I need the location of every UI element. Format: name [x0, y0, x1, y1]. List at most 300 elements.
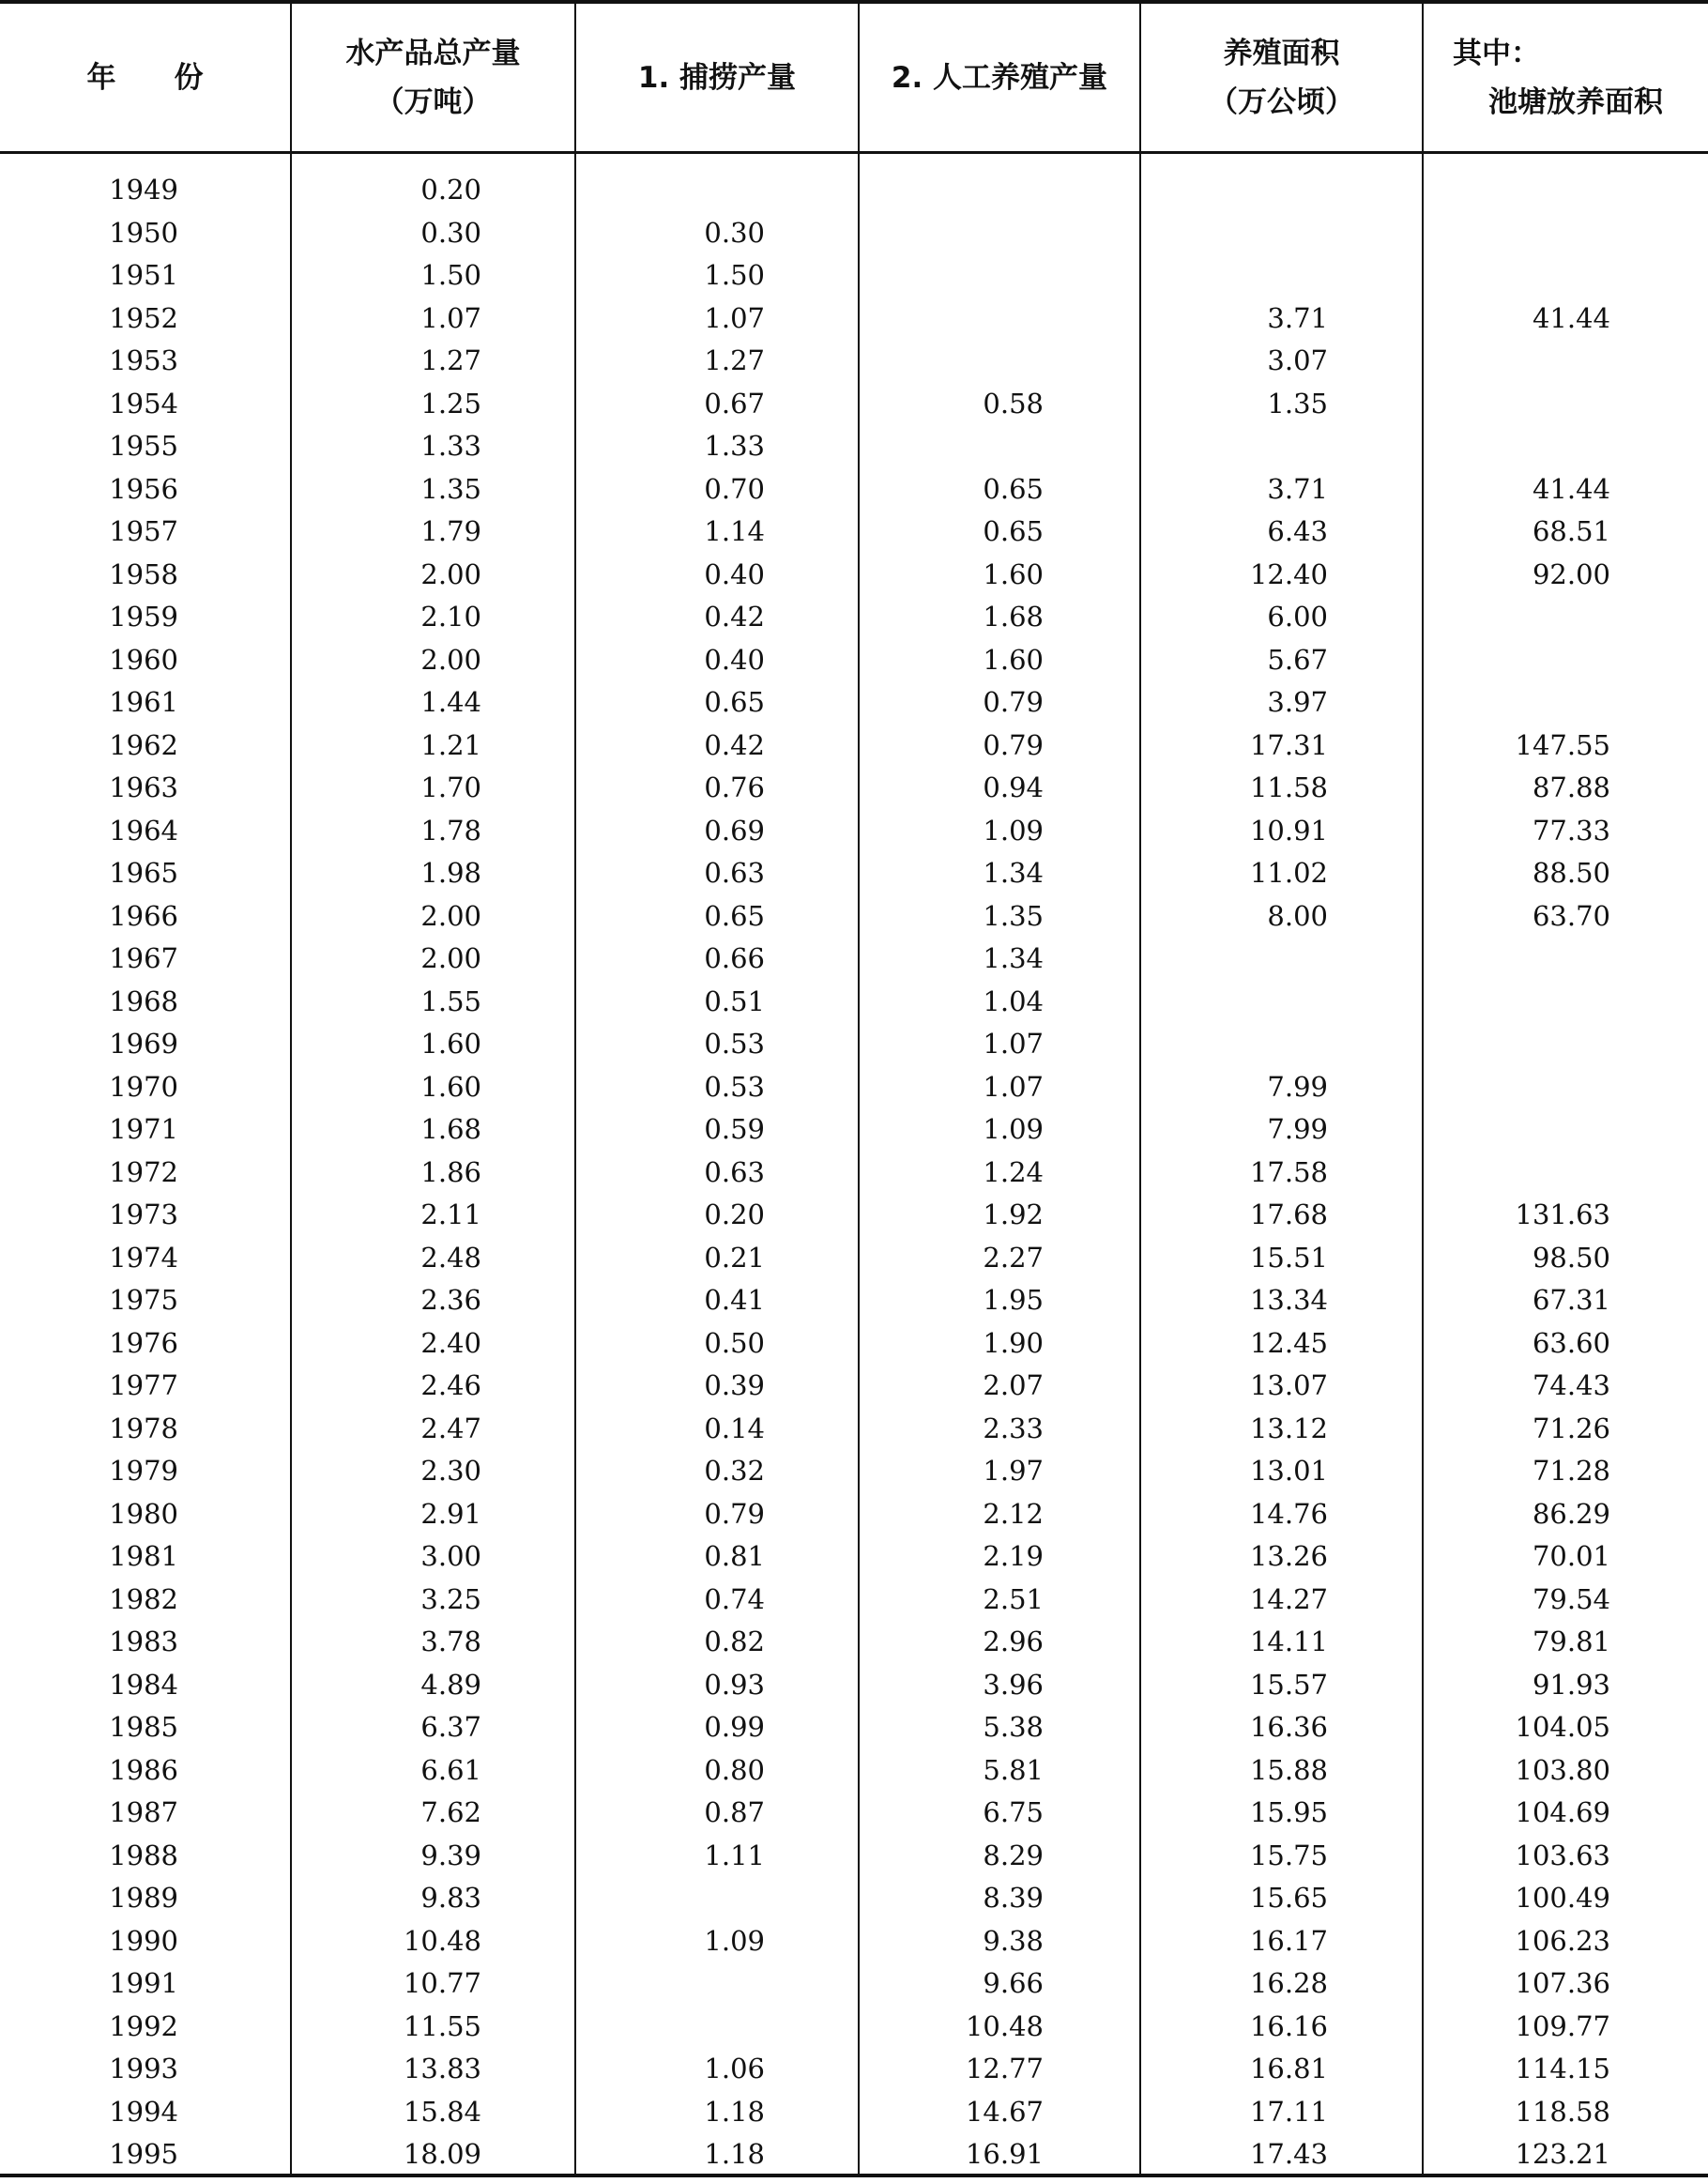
cell-farm-output: 6.75 [983, 1796, 1044, 1828]
header-area-unit: （万公顷） [1209, 85, 1354, 119]
cell-year: 1961 [109, 686, 178, 718]
cell-farm-area: 1.35 [1267, 387, 1328, 420]
cell-year: 1978 [109, 1412, 178, 1444]
cell-catch-output: 0.93 [704, 1668, 765, 1701]
cell-total-output: 1.98 [420, 857, 481, 889]
header-pond-prefix: 其中： [1453, 37, 1540, 70]
table-row [0, 1792, 1708, 1835]
cell-farm-area: 10.91 [1249, 814, 1328, 847]
cell-year: 1981 [109, 1540, 178, 1572]
cell-catch-output: 0.50 [704, 1326, 765, 1359]
cell-total-output: 13.83 [403, 2053, 481, 2084]
cell-total-output: 7.62 [420, 1796, 481, 1828]
cell-catch-output: 0.42 [704, 728, 765, 761]
cell-pond-area: 98.50 [1532, 1241, 1610, 1274]
cell-total-output: 2.00 [420, 899, 481, 932]
cell-farm-area: 13.26 [1249, 1540, 1328, 1572]
cell-total-output: 2.30 [420, 1455, 481, 1487]
cell-farm-area: 15.51 [1249, 1241, 1328, 1274]
cell-total-output: 1.70 [420, 771, 481, 803]
cell-year: 1968 [109, 985, 178, 1017]
cell-farm-output: 8.29 [983, 1839, 1044, 1871]
cell-year: 1964 [109, 814, 178, 847]
cell-farm-area: 13.01 [1249, 1455, 1328, 1487]
table-row [0, 2006, 1708, 2049]
header-pond-label: 池塘放养面积 [1488, 85, 1663, 119]
cell-farm-output: 1.07 [983, 1070, 1044, 1103]
cell-year: 1952 [109, 301, 178, 334]
cell-farm-output: 0.65 [983, 515, 1044, 547]
cell-year: 1960 [109, 643, 178, 676]
cell-farm-area: 3.07 [1267, 344, 1328, 376]
table-row [0, 1835, 1708, 1878]
cell-pond-area: 79.54 [1532, 1582, 1610, 1615]
table-row [0, 1579, 1708, 1622]
cell-farm-output: 2.33 [983, 1412, 1044, 1444]
cell-year: 1994 [109, 2095, 178, 2128]
cell-farm-area: 16.28 [1249, 1967, 1328, 1999]
cell-year: 1965 [109, 857, 178, 889]
cell-pond-area: 63.60 [1532, 1326, 1610, 1359]
cell-catch-output: 1.09 [704, 1924, 765, 1957]
cell-catch-output: 0.81 [704, 1540, 765, 1572]
cell-catch-output: 1.14 [704, 515, 765, 547]
table-row [0, 1749, 1708, 1793]
cell-pond-area: 79.81 [1532, 1626, 1610, 1657]
cell-farm-output: 1.34 [983, 857, 1044, 889]
cell-farm-output: 0.94 [983, 771, 1044, 803]
cell-catch-output: 0.99 [704, 1711, 765, 1743]
cell-total-output: 1.25 [420, 387, 481, 420]
cell-total-output: 1.60 [420, 1028, 481, 1060]
cell-catch-output: 0.76 [704, 771, 765, 803]
cell-total-output: 1.78 [420, 814, 481, 847]
cell-farm-area: 16.17 [1249, 1924, 1328, 1957]
header-farm-area [1141, 26, 1422, 130]
cell-catch-output: 0.63 [704, 857, 765, 889]
cell-catch-output: 1.33 [704, 430, 765, 462]
cell-total-output: 0.20 [420, 174, 481, 206]
cell-farm-area: 11.58 [1249, 771, 1328, 803]
cell-year: 1972 [109, 1155, 178, 1188]
top-rule [0, 0, 1708, 4]
cell-year: 1984 [109, 1668, 178, 1701]
table-row [0, 212, 1708, 255]
cell-total-output: 2.48 [420, 1241, 481, 1274]
cell-farm-area: 3.71 [1267, 472, 1328, 505]
cell-total-output: 6.61 [420, 1753, 481, 1786]
cell-year: 1963 [109, 771, 178, 803]
cell-farm-area: 8.00 [1267, 899, 1328, 932]
table-row [0, 511, 1708, 554]
cell-pond-area: 67.31 [1532, 1284, 1610, 1316]
table-row [0, 1877, 1708, 1920]
cell-year: 1949 [109, 174, 178, 206]
cell-year: 1993 [109, 2053, 178, 2084]
cell-farm-area: 17.43 [1249, 2138, 1328, 2170]
cell-pond-area: 41.44 [1532, 301, 1610, 334]
table-row [0, 2048, 1708, 2091]
cell-farm-output: 1.97 [983, 1455, 1044, 1487]
cell-total-output: 3.25 [420, 1582, 481, 1615]
cell-farm-output: 0.79 [983, 686, 1044, 718]
header-farm-label: 2. 人工养殖产量 [891, 61, 1108, 95]
table-row [0, 895, 1708, 939]
cell-farm-area: 17.68 [1249, 1198, 1328, 1230]
cell-pond-area: 147.55 [1515, 728, 1610, 761]
table-row [0, 1066, 1708, 1109]
cell-catch-output: 1.18 [704, 2095, 765, 2128]
cell-farm-output: 1.04 [983, 985, 1044, 1017]
cell-farm-area: 13.12 [1249, 1412, 1328, 1444]
cell-farm-output: 1.07 [983, 1028, 1044, 1060]
table-row [0, 1365, 1708, 1408]
cell-catch-output: 1.18 [704, 2138, 765, 2170]
table-row [0, 468, 1708, 511]
cell-catch-output: 0.30 [704, 216, 765, 249]
cell-year: 1966 [109, 899, 178, 932]
cell-year: 1980 [109, 1497, 178, 1530]
cell-farm-area: 6.00 [1267, 601, 1328, 633]
cell-catch-output: 0.69 [704, 814, 765, 847]
cell-pond-area: 118.58 [1515, 2095, 1610, 2128]
cell-farm-area: 7.99 [1267, 1070, 1328, 1103]
cell-year: 1970 [109, 1070, 178, 1103]
cell-pond-area: 70.01 [1532, 1540, 1610, 1572]
cell-year: 1990 [109, 1924, 178, 1957]
cell-farm-output: 2.07 [983, 1369, 1044, 1401]
table-row [0, 681, 1708, 725]
cell-pond-area: 87.88 [1532, 771, 1610, 803]
cell-total-output: 9.39 [420, 1839, 481, 1871]
cell-farm-output: 1.60 [983, 643, 1044, 676]
cell-catch-output: 0.20 [704, 1198, 765, 1230]
cell-total-output: 11.55 [403, 2009, 481, 2042]
cell-farm-output: 5.38 [983, 1711, 1044, 1743]
cell-farm-area: 17.11 [1249, 2095, 1328, 2128]
header-catch-output [576, 26, 858, 130]
table-row [0, 1664, 1708, 1707]
cell-farm-area: 15.95 [1249, 1796, 1328, 1828]
header-total-label: 水产品总产量 [345, 37, 521, 70]
cell-farm-area: 13.07 [1249, 1369, 1328, 1401]
cell-pond-area: 107.36 [1515, 1967, 1610, 1999]
table-row [0, 1535, 1708, 1579]
cell-farm-output: 1.90 [983, 1326, 1044, 1359]
cell-year: 1959 [109, 601, 178, 633]
cell-year: 1989 [109, 1882, 178, 1914]
cell-catch-output: 1.50 [704, 259, 765, 291]
cell-catch-output: 0.40 [704, 643, 765, 676]
cell-farm-area: 12.45 [1249, 1326, 1328, 1359]
cell-farm-output: 1.60 [983, 557, 1044, 590]
cell-total-output: 2.00 [420, 643, 481, 676]
cell-catch-output: 1.27 [704, 344, 765, 376]
cell-farm-area: 5.67 [1267, 643, 1328, 676]
cell-farm-output: 12.77 [965, 2053, 1044, 2084]
cell-farm-output: 1.34 [983, 942, 1044, 974]
cell-farm-output: 3.96 [983, 1668, 1044, 1701]
table-row [0, 1621, 1708, 1664]
cell-total-output: 4.89 [420, 1668, 481, 1701]
cell-farm-output: 1.09 [983, 814, 1044, 847]
cell-pond-area: 92.00 [1532, 557, 1610, 590]
cell-farm-output: 2.51 [983, 1582, 1044, 1615]
table-row [0, 425, 1708, 468]
cell-year: 1962 [109, 728, 178, 761]
header-year-label: 年 份 [86, 61, 204, 95]
cell-year: 1955 [109, 430, 178, 462]
table-row [0, 1237, 1708, 1280]
table-row [0, 981, 1708, 1024]
cell-farm-output: 1.09 [983, 1113, 1044, 1145]
table-row [0, 725, 1708, 768]
cell-year: 1954 [109, 387, 178, 420]
cell-pond-area: 41.44 [1532, 472, 1610, 505]
cell-year: 1958 [109, 557, 178, 590]
cell-farm-output: 2.96 [983, 1626, 1044, 1657]
cell-catch-output: 0.63 [704, 1155, 765, 1188]
cell-pond-area: 63.70 [1532, 899, 1610, 932]
cell-year: 1995 [109, 2138, 178, 2170]
cell-total-output: 0.30 [420, 216, 481, 249]
cell-farm-output: 16.91 [965, 2138, 1044, 2170]
cell-pond-area: 71.28 [1532, 1455, 1610, 1487]
cell-total-output: 2.11 [420, 1198, 481, 1230]
cell-year: 1953 [109, 344, 178, 376]
cell-pond-area: 106.23 [1515, 1924, 1610, 1957]
cell-year: 1991 [109, 1967, 178, 1999]
cell-year: 1983 [109, 1626, 178, 1657]
table-row [0, 938, 1708, 981]
cell-total-output: 1.50 [420, 259, 481, 291]
cell-total-output: 1.68 [420, 1113, 481, 1145]
cell-year: 1985 [109, 1711, 178, 1743]
cell-pond-area: 123.21 [1515, 2138, 1610, 2170]
cell-total-output: 18.09 [403, 2138, 481, 2170]
table-row [0, 1023, 1708, 1066]
cell-year: 1969 [109, 1028, 178, 1060]
header-farm-output [860, 26, 1139, 130]
cell-catch-output: 0.80 [704, 1753, 765, 1786]
cell-farm-output: 1.95 [983, 1284, 1044, 1316]
cell-farm-area: 14.76 [1249, 1497, 1328, 1530]
table-row [0, 2091, 1708, 2134]
table-row [0, 1706, 1708, 1749]
cell-catch-output: 1.06 [704, 2053, 765, 2084]
table-row [0, 1408, 1708, 1451]
cell-catch-output: 0.65 [704, 899, 765, 932]
cell-pond-area: 71.26 [1532, 1412, 1610, 1444]
cell-catch-output: 1.07 [704, 301, 765, 334]
cell-year: 1973 [109, 1198, 178, 1230]
cell-farm-area: 14.27 [1249, 1582, 1328, 1615]
cell-farm-area: 16.81 [1249, 2053, 1328, 2084]
cell-total-output: 1.35 [420, 472, 481, 505]
header-total-unit: （万吨） [374, 85, 492, 119]
cell-total-output: 1.55 [420, 985, 481, 1017]
cell-farm-area: 13.34 [1249, 1284, 1328, 1316]
table-row [0, 298, 1708, 341]
cell-year: 1988 [109, 1839, 178, 1871]
cell-total-output: 1.86 [420, 1155, 481, 1188]
cell-pond-area: 131.63 [1515, 1198, 1610, 1230]
cell-year: 1982 [109, 1582, 178, 1615]
cell-farm-area: 11.02 [1249, 857, 1328, 889]
cell-farm-output: 1.68 [983, 601, 1044, 633]
header-pond-area [1453, 26, 1708, 130]
cell-pond-area: 74.43 [1532, 1369, 1610, 1401]
cell-catch-output: 0.41 [704, 1284, 765, 1316]
table-row [0, 1962, 1708, 2006]
cell-farm-output: 2.12 [983, 1497, 1044, 1530]
cell-total-output: 1.07 [420, 301, 481, 334]
cell-pond-area: 91.93 [1532, 1668, 1610, 1701]
cell-total-output: 2.46 [420, 1369, 481, 1401]
cell-farm-area: 15.75 [1249, 1839, 1328, 1871]
cell-catch-output: 0.21 [704, 1241, 765, 1274]
cell-catch-output: 0.87 [704, 1796, 765, 1828]
table-body [0, 169, 1708, 2176]
table-row [0, 1194, 1708, 1237]
cell-total-output: 2.91 [420, 1497, 481, 1530]
cell-pond-area: 103.63 [1515, 1839, 1610, 1871]
table-row [0, 1450, 1708, 1493]
cell-total-output: 1.44 [420, 686, 481, 718]
cell-total-output: 1.60 [420, 1070, 481, 1103]
cell-total-output: 2.10 [420, 601, 481, 633]
cell-farm-area: 14.11 [1249, 1626, 1328, 1657]
cell-year: 1979 [109, 1455, 178, 1487]
header-rule [0, 151, 1708, 154]
cell-farm-area: 15.88 [1249, 1753, 1328, 1786]
cell-farm-output: 2.27 [983, 1241, 1044, 1274]
cell-pond-area: 103.80 [1515, 1753, 1610, 1786]
cell-year: 1950 [109, 216, 178, 249]
cell-catch-output: 0.32 [704, 1455, 765, 1487]
cell-total-output: 1.21 [420, 728, 481, 761]
cell-year: 1974 [109, 1241, 178, 1274]
cell-pond-area: 114.15 [1515, 2053, 1610, 2084]
cell-farm-output: 1.35 [983, 899, 1044, 932]
table-row [0, 810, 1708, 853]
cell-catch-output: 0.53 [704, 1028, 765, 1060]
cell-total-output: 2.40 [420, 1326, 481, 1359]
cell-year: 1956 [109, 472, 178, 505]
cell-pond-area: 104.69 [1515, 1796, 1610, 1828]
cell-catch-output: 0.66 [704, 942, 765, 974]
cell-catch-output: 0.53 [704, 1070, 765, 1103]
cell-total-output: 2.00 [420, 942, 481, 974]
cell-pond-area: 68.51 [1532, 515, 1610, 547]
cell-year: 1975 [109, 1284, 178, 1316]
cell-catch-output: 0.67 [704, 387, 765, 420]
cell-farm-area: 3.71 [1267, 301, 1328, 334]
cell-farm-output: 1.92 [983, 1198, 1044, 1230]
cell-farm-output: 0.58 [983, 387, 1044, 420]
cell-catch-output: 0.79 [704, 1497, 765, 1530]
table-row [0, 1920, 1708, 1963]
header-total-output [292, 26, 574, 130]
table-row [0, 340, 1708, 383]
cell-farm-output: 2.19 [983, 1540, 1044, 1572]
table-row [0, 596, 1708, 639]
cell-total-output: 1.27 [420, 344, 481, 376]
cell-total-output: 6.37 [420, 1711, 481, 1743]
table-row [0, 2133, 1708, 2176]
cell-total-output: 9.83 [420, 1882, 481, 1914]
cell-farm-output: 10.48 [965, 2009, 1044, 2042]
cell-farm-area: 7.99 [1267, 1113, 1328, 1145]
cell-year: 1992 [109, 2009, 178, 2042]
cell-farm-output: 9.38 [983, 1924, 1044, 1957]
cell-year: 1971 [109, 1113, 178, 1145]
cell-year: 1957 [109, 515, 178, 547]
table-row [0, 554, 1708, 597]
cell-catch-output: 0.65 [704, 686, 765, 718]
cell-total-output: 1.79 [420, 515, 481, 547]
cell-pond-area: 77.33 [1532, 814, 1610, 847]
cell-catch-output: 1.11 [704, 1839, 765, 1871]
table-row [0, 767, 1708, 810]
cell-pond-area: 100.49 [1515, 1882, 1610, 1914]
cell-total-output: 2.36 [420, 1284, 481, 1316]
table-row [0, 1493, 1708, 1536]
table-row [0, 1322, 1708, 1366]
table-row [0, 1108, 1708, 1152]
cell-year: 1986 [109, 1753, 178, 1786]
cell-year: 1976 [109, 1326, 178, 1359]
table-row [0, 254, 1708, 298]
cell-catch-output: 0.40 [704, 557, 765, 590]
cell-year: 1951 [109, 259, 178, 291]
table-row [0, 639, 1708, 682]
cell-farm-area: 16.16 [1249, 2009, 1328, 2042]
cell-farm-area: 3.97 [1267, 686, 1328, 718]
cell-total-output: 3.78 [420, 1626, 481, 1657]
cell-farm-area: 17.31 [1249, 728, 1328, 761]
cell-pond-area: 104.05 [1515, 1711, 1610, 1743]
header-catch-label: 1. 捕捞产量 [637, 61, 797, 95]
cell-year: 1967 [109, 942, 178, 974]
header-year [0, 26, 290, 130]
cell-farm-output: 8.39 [983, 1882, 1044, 1914]
table-row [0, 169, 1708, 212]
table-row [0, 1279, 1708, 1322]
cell-farm-area: 16.36 [1249, 1711, 1328, 1743]
cell-catch-output: 0.74 [704, 1582, 765, 1615]
cell-farm-area: 15.65 [1249, 1882, 1328, 1914]
cell-farm-output: 1.24 [983, 1155, 1044, 1188]
cell-farm-area: 12.40 [1249, 557, 1328, 590]
cell-farm-area: 17.58 [1249, 1155, 1328, 1188]
cell-total-output: 10.77 [403, 1967, 481, 1999]
cell-pond-area: 86.29 [1532, 1497, 1610, 1530]
cell-catch-output: 0.59 [704, 1113, 765, 1145]
cell-total-output: 2.00 [420, 557, 481, 590]
cell-farm-output: 0.65 [983, 472, 1044, 505]
cell-catch-output: 0.39 [704, 1369, 765, 1401]
table-row [0, 852, 1708, 895]
cell-catch-output: 0.42 [704, 601, 765, 633]
cell-farm-area: 6.43 [1267, 515, 1328, 547]
cell-year: 1977 [109, 1369, 178, 1401]
table-row [0, 383, 1708, 426]
cell-farm-output: 14.67 [965, 2095, 1044, 2128]
cell-year: 1987 [109, 1796, 178, 1828]
cell-pond-area: 88.50 [1532, 857, 1610, 889]
cell-total-output: 3.00 [420, 1540, 481, 1572]
